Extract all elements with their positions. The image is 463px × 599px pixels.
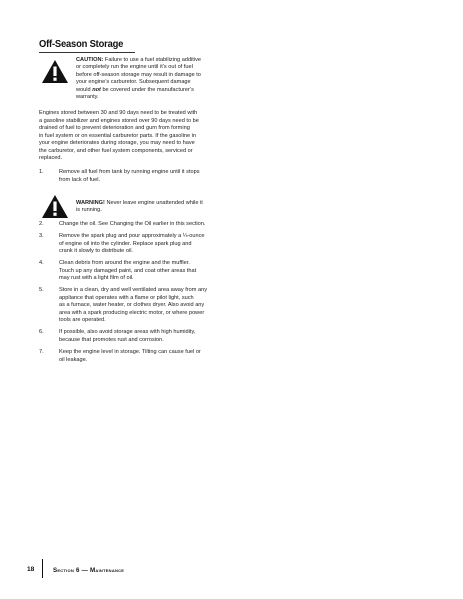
intro-line: the carburetor, and other fuel system components, serviced or (39, 147, 193, 154)
list-item-line: Remove the spark plug and pour approximately a ¼-ounce (59, 233, 205, 239)
caution-emphasis: not (92, 86, 101, 93)
footer-section-title: Section 6 — Maintenance (53, 567, 125, 574)
caution-label: CAUTION: (76, 57, 104, 63)
warning-label: WARNING! (76, 200, 105, 206)
list-item-number: 5. (39, 287, 44, 293)
caution-line: your engine’s carburetor. Subsequent damage (76, 79, 191, 86)
list-item-line: If possible, also avoid storage areas with high humidity, (59, 329, 196, 335)
list-item-number: 1. (39, 169, 44, 175)
list-item-line: from lack of fuel. (59, 176, 101, 183)
list-item-line: Remove all fuel from tank by running engine until it stops (59, 169, 200, 175)
list-item-line: Clean debris from around the engine and the muffler. (59, 260, 190, 266)
intro-line: drained of fuel to prevent deterioration and gum from forming (39, 125, 190, 132)
list-item-number: 2. (39, 221, 44, 227)
footer-divider (42, 559, 43, 578)
caution-line: warranty. (76, 94, 99, 101)
intro-line: your engine deteriorates during storage, you may need to have (39, 140, 195, 147)
list-item-line: tools are operated. (59, 317, 106, 323)
caution-notice (39, 57, 234, 107)
list-item-line: Touch up any damaged paint, and coat other areas that (59, 267, 197, 274)
section-heading: Off-Season Storage (39, 39, 124, 50)
warning-triangle-icon (41, 194, 69, 219)
warning-triangle-icon (41, 59, 69, 84)
list-item-line: appliance that operates with a flame or pilot light, such (59, 294, 194, 301)
caution-line: before off-season storage may result in damage to (76, 71, 201, 78)
intro-line: in fuel system or on essential carburetor parts. If the gasoline in (39, 132, 197, 139)
warning-line: is running. (76, 207, 102, 214)
heading-underline (39, 52, 135, 53)
list-item-line: Store in a clean, dry and well ventilated area away from any (59, 287, 208, 293)
caution-line: be covered under the manufacturer’s (100, 86, 194, 93)
list-item-line: may rust with a light film of oil. (59, 275, 134, 281)
list-item-number: 7. (39, 349, 44, 355)
list-item-number: 3. (39, 233, 44, 239)
caution-text (76, 57, 234, 101)
page-number: 18 (27, 566, 35, 573)
list-item-line: area with a spark producing electric motor, or where power (59, 309, 205, 316)
list-item-line: of engine oil into the cylinder. Replace spark plug and (59, 240, 192, 247)
warning-line: Never leave engine unattended while it (104, 200, 203, 206)
caution-line: or completely run the engine until it’s out of fuel (76, 64, 193, 71)
intro-line: replaced. (39, 155, 63, 162)
list-item-number: 4. (39, 260, 44, 266)
warning-notice (39, 192, 234, 220)
warning-text (76, 200, 234, 215)
list-item-line: Change the oil. See Changing the Oil earlier in this section. (59, 221, 206, 227)
intro-line: a gasoline stabilizer and engines stored over 90 days need to be (39, 117, 199, 124)
intro-line: Engines stored between 30 and 90 days need to be treated with (39, 110, 198, 116)
list-item-line: oil leakage. (59, 356, 88, 363)
caution-line: would (76, 86, 91, 93)
list-item-line: Keep the engine level in storage. Tilting can cause fuel or (59, 349, 201, 355)
intro-paragraph (39, 110, 233, 163)
list-item-line: because that promotes rust and corrosion. (59, 336, 164, 343)
list-item-line: crank it slowly to distribute oil. (59, 248, 133, 254)
caution-line: Failure to use a fuel stabilizing additive (103, 57, 201, 63)
list-item-number: 6. (39, 329, 44, 335)
list-item-line: as a furnace, water heater, or clothes dryer. Also avoid any (59, 302, 205, 308)
